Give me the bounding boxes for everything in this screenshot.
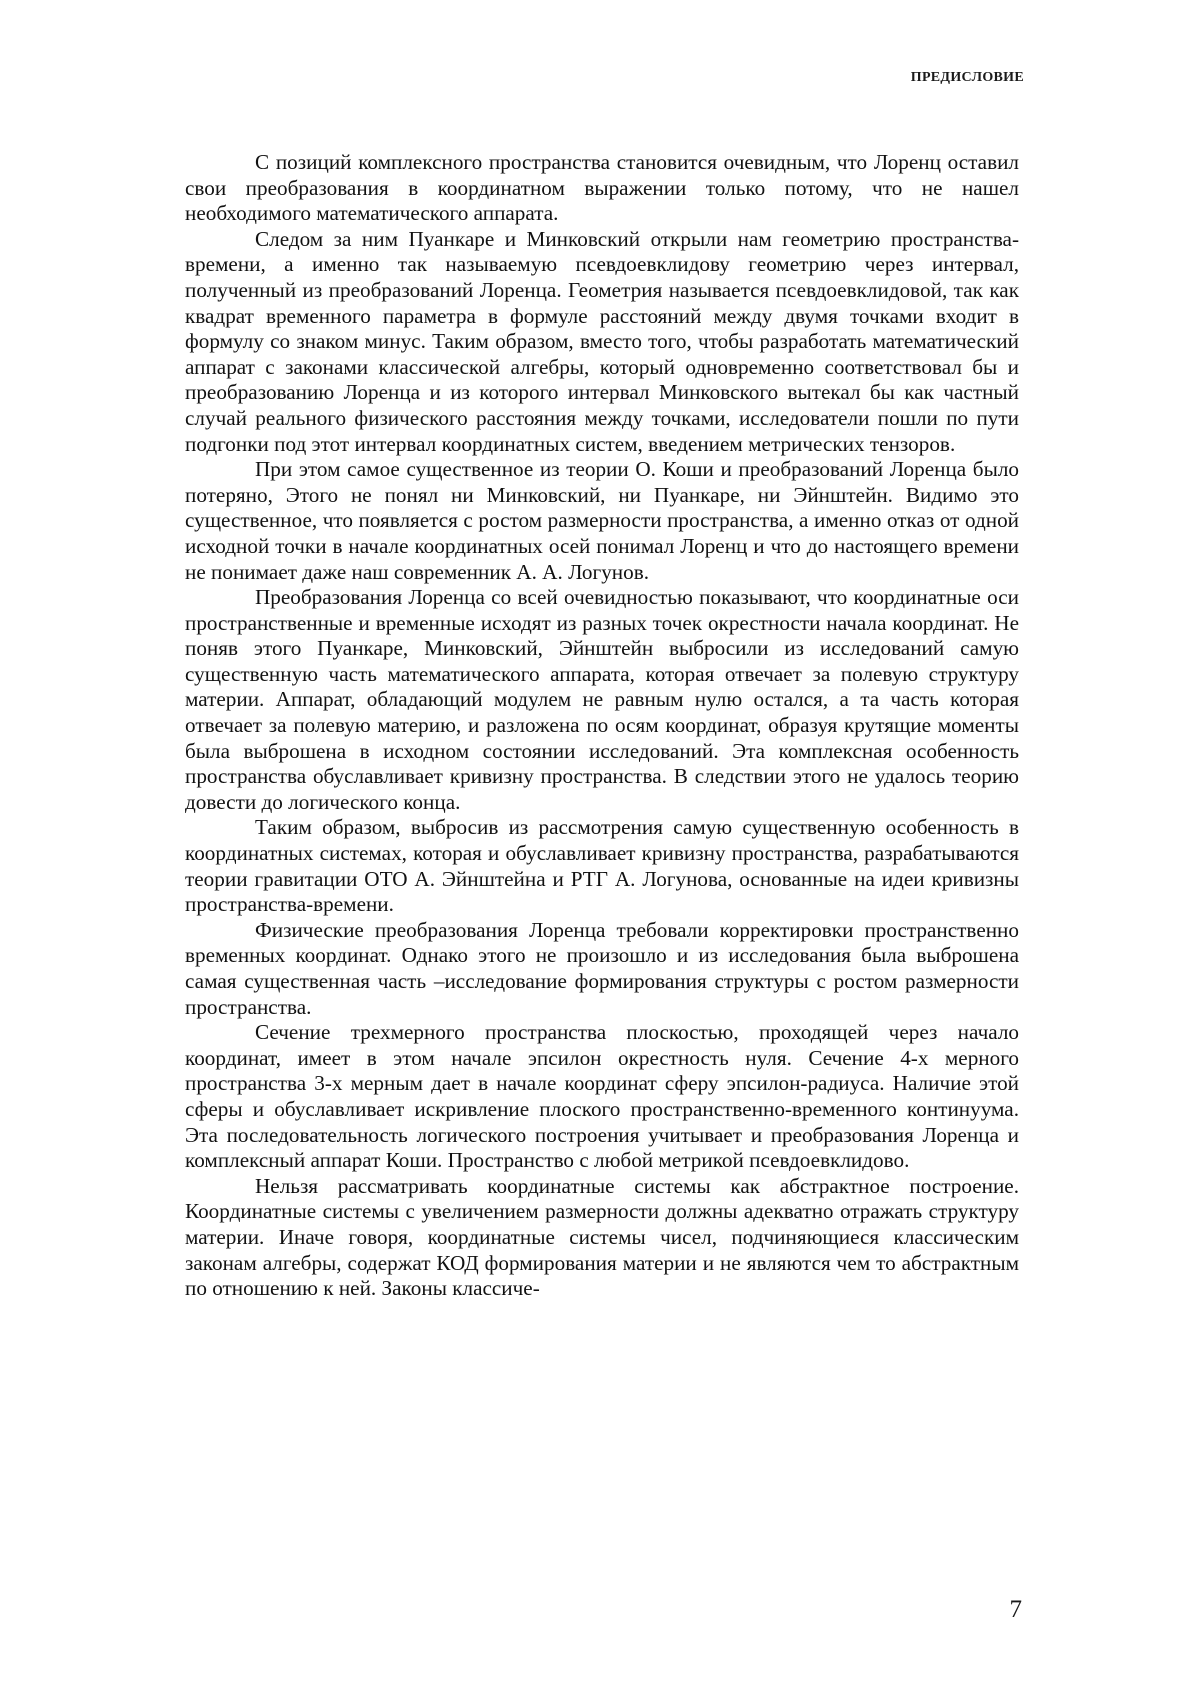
- paragraph: Нельзя рассматривать координатные системы как абстрактное построение. Координатные системы с увеличением размерности должны адекватно отражать структуру материи. Иначе говоря, координатные системы чисел, подчиняющиеся классическим законам алгебры, содержат КОД формирования материи и не являются чем то абстрактным по отношению к ней. Законы классиче-: [185, 1173, 1019, 1301]
- paragraph: Физические преобразования Лоренца требовали корректировки пространственно временных координат. Однако этого не произошло и из исследования была выброшена самая существенная часть –исследование формирования структуры с ростом размерности пространства.: [185, 917, 1019, 1019]
- body-text: [185, 150, 1019, 1302]
- paragraph: Следом за ним Пуанкаре и Минковский открыли нам геометрию пространства- времени, а именно так называемую псевдоевклидову геометрию через интервал, полученный из преобразований Лоренца. Геометрия называется псевдоевклидовой, так как квадрат временного параметра в формуле расстояний между двумя точками входит в формулу со знаком минус. Таким образом, вместо того, чтобы разработать математический аппарат с законами классической алгебры, который одновременно соответствовал бы и преобразованию Лоренца и из которого интервал Минковского вытекал бы как частный случай реального физического расстояния между точками, исследователи пошли по пути подгонки под этот интервал координатных систем, введением метрических тензоров.: [185, 226, 1019, 456]
- paragraph: Преобразования Лоренца со всей очевидностью показывают, что координатные оси пространственные и временные исходят из разных точек окрестности начала координат. Не поняв этого Пуанкаре, Минковский, Эйнштейн выбросили из исследований самую существенную часть математического аппарата, которая отвечает за полевую структуру материи. Аппарат, обладающий модулем не равным нулю остался, а та часть которая отвечает за полевую материю, и разложена по осям координат, образуя крутящие моменты была выброшена в исходном состоянии исследований. Эта комплексная особенность пространства обуславливает кривизну пространства. В следствии этого не удалось теорию довести до логического конца.: [185, 585, 1019, 814]
- running-header: ПРЕДИСЛОВИЕ: [910, 70, 1024, 85]
- paragraph: При этом самое существенное из теории О. Коши и преобразований Лоренца было потеряно, Этого не понял ни Минковский, ни Пуанкаре, ни Эйнштейн. Видимо это существенное, что появляется с ростом размерности пространства, а именно отказ от одной исходной точки в начале координатных осей понимал Лоренц и что до настоящего времени не понимает даже наш современник А. А. Логунов.: [185, 457, 1019, 584]
- paragraph: Сечение трехмерного пространства плоскостью, проходящей через начало координат, имеет в этом начале эпсилон окрестность нуля. Сечение 4-х мерного пространства 3-х мерным дает в начале координат сферу эпсилон-радиуса. Наличие этой сферы и обуславливает искривление плоского пространственно-временного континуума. Эта последовательность логического построения учитывает и преобразования Лоренца и комплексный аппарат Коши. Пространство с любой метрикой псевдоевклидово.: [185, 1020, 1019, 1173]
- paragraph: Таким образом, выбросив из рассмотрения самую существенную особенность в координатных системах, которая и обуславливает кривизну пространства, разрабатываются теории гравитации ОТО А. Эйнштейна и РТГ А. Логунова, основанные на идеи кривизны пространства-времени.: [185, 815, 1019, 917]
- paragraph: С позиций комплексного пространства становится очевидным, что Лоренц оставил свои преобразования в координатном выражении только потому, что не нашел необходимого математического аппарата.: [185, 150, 1019, 226]
- page-number: 7: [1009, 1596, 1022, 1623]
